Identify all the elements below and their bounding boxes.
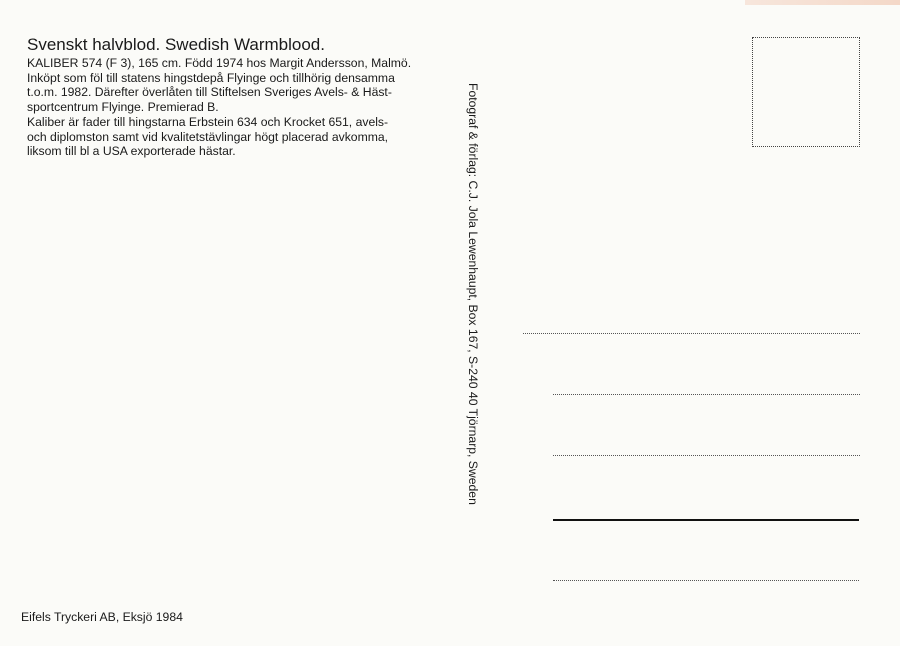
address-line-solid bbox=[553, 519, 859, 521]
address-line bbox=[553, 580, 859, 581]
publisher-credit: Fotograf & förlag: C.J. Jola Lewenhaupt, Box 167, S-240 40 Tjörnarp, Sweden bbox=[466, 83, 480, 505]
stamp-box bbox=[752, 37, 860, 147]
description-line: Inköpt som föl till statens hingstdepå Flyinge och tillhörig densamma bbox=[27, 70, 395, 85]
description-line: Kaliber är fader till hingstarna Erbstein 634 och Krocket 651, avels- bbox=[27, 114, 389, 129]
top-edge-tint bbox=[745, 0, 900, 5]
description-line: sportcentrum Flyinge. Premierad B. bbox=[27, 100, 219, 115]
description bbox=[27, 56, 427, 159]
address-line bbox=[523, 333, 860, 334]
address-line bbox=[553, 394, 860, 395]
card-title: Svenskt halvblod. Swedish Warmblood. bbox=[27, 35, 325, 54]
address-line bbox=[553, 455, 860, 456]
description-line: och diplomston samt vid kvalitetstävlingar högt placerad avkomma, bbox=[27, 129, 389, 144]
description-line: t.o.m. 1982. Därefter överlåten till Stiftelsen Sveriges Avels- & Häst- bbox=[27, 85, 392, 100]
description-line: KALIBER 574 (F 3), 165 cm. Född 1974 hos Margit Andersson, Malmö. bbox=[27, 56, 412, 70]
description-line: liksom till bl a USA exporterade hästar. bbox=[27, 144, 236, 159]
printer-credit: Eifels Tryckeri AB, Eksjö 1984 bbox=[21, 610, 183, 624]
